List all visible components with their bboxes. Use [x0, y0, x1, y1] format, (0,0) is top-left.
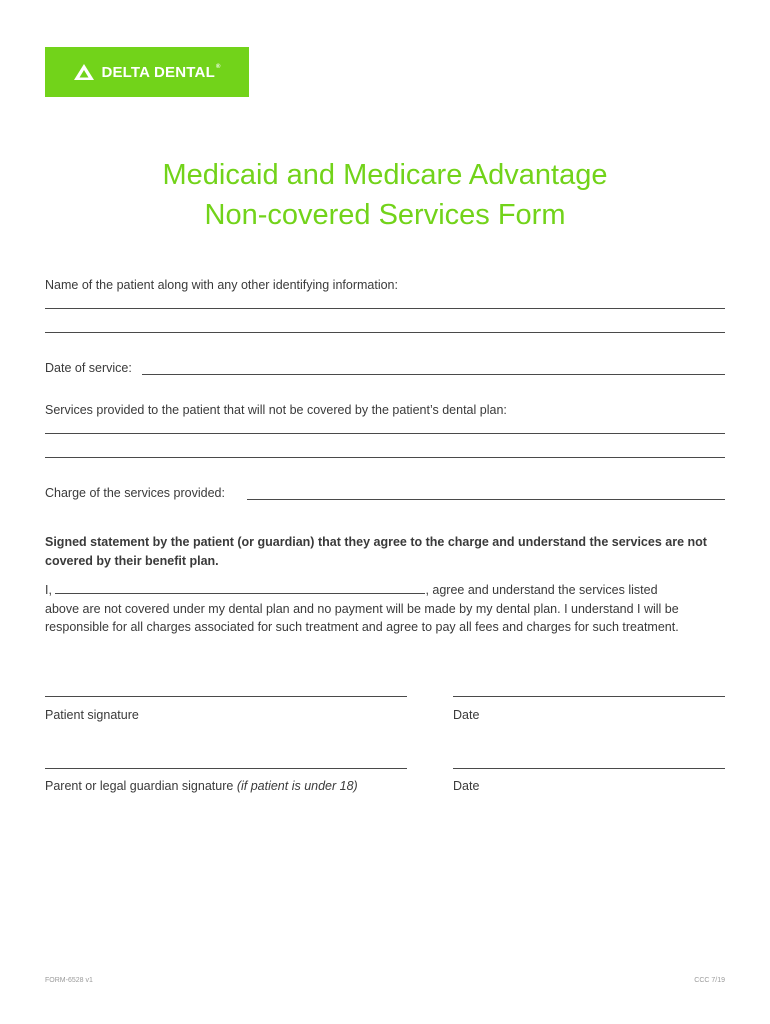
- services-field-line1[interactable]: [45, 433, 725, 434]
- patient-signature-field[interactable]: [45, 696, 407, 697]
- agreement-body-first: , agree and understand the services listed: [425, 583, 658, 597]
- logo-text: DELTA DENTAL®: [101, 63, 221, 81]
- patient-name-label: Name of the patient along with any other identifying information:: [45, 278, 398, 292]
- guardian-signature-label: Parent or legal guardian signature (if patient is under 18): [45, 779, 358, 793]
- form-title-line1: Medicaid and Medicare Advantage: [162, 159, 608, 191]
- statement-heading: Signed statement by the patient (or guardian) that they agree to the charge and understand the services are not covered by their benefit plan.: [45, 535, 707, 568]
- date-label-1: Date: [453, 708, 480, 722]
- charge-label: Charge of the services provided:: [45, 486, 225, 500]
- delta-triangle-icon: [73, 63, 95, 81]
- form-title-line2: Non-covered Services Form: [204, 199, 566, 231]
- form-number: FORM-6528 v1: [45, 977, 93, 984]
- agreement-body-rest: above are not covered under my dental plan and no payment will be made by my dental plan. I understand I will be responsible for all charges associated for such treatment and agree to pay all fees and charges for such treatment.: [45, 601, 679, 634]
- patient-date-field[interactable]: [453, 696, 725, 697]
- charge-field[interactable]: [247, 499, 725, 500]
- patient-signature-label: Patient signature: [45, 708, 139, 722]
- patient-name-field-line1[interactable]: [45, 308, 725, 309]
- date-label-2: Date: [453, 779, 480, 793]
- date-of-service-field[interactable]: [142, 374, 725, 375]
- delta-dental-logo: [45, 47, 249, 97]
- form-version: CCC 7/19: [694, 977, 725, 984]
- guardian-note: (if patient is under 18): [236, 779, 358, 793]
- date-of-service-label: Date of service:: [45, 361, 132, 375]
- services-label: Services provided to the patient that will not be covered by the patient’s dental plan:: [45, 403, 507, 417]
- agreement-prefix: I,: [45, 583, 52, 597]
- guardian-date-field[interactable]: [453, 768, 725, 769]
- services-field-line2[interactable]: [45, 457, 725, 458]
- agreement-name-field[interactable]: [55, 582, 425, 594]
- agreement-paragraph: [45, 581, 725, 637]
- guardian-signature-field[interactable]: [45, 768, 407, 769]
- patient-name-field-line2[interactable]: [45, 332, 725, 333]
